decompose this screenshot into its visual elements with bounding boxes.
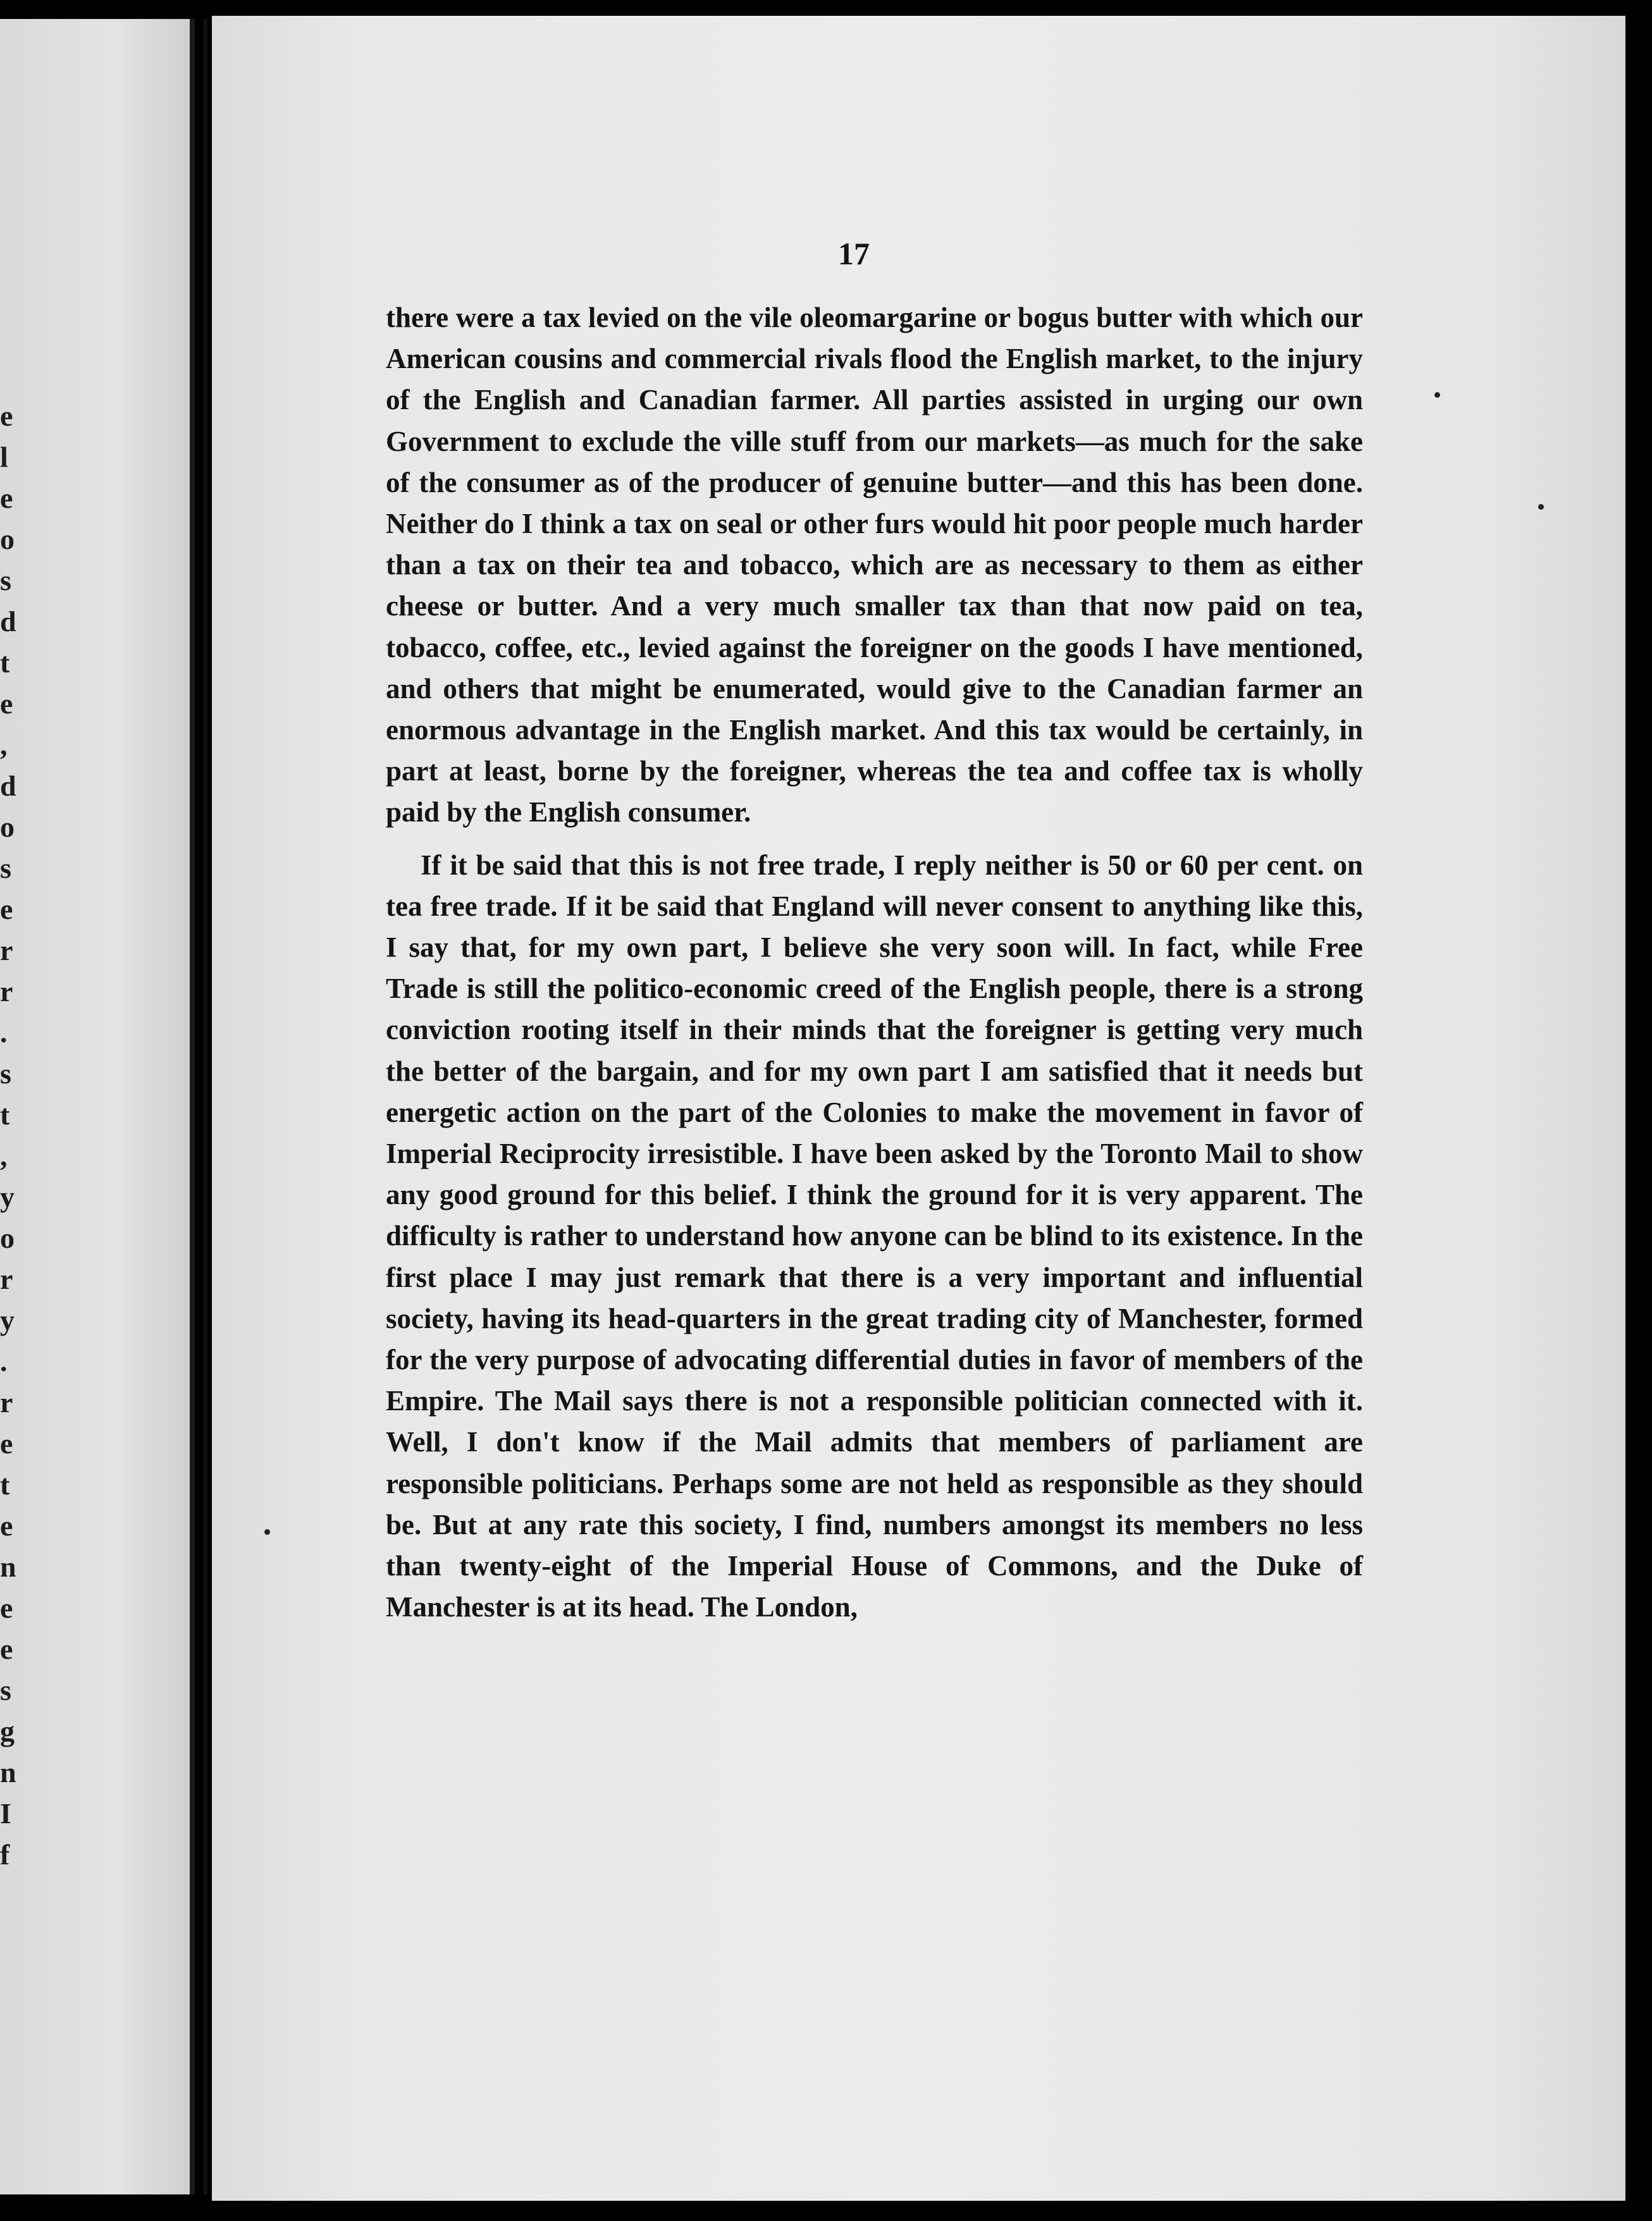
edge-char: e bbox=[0, 1510, 13, 1542]
edge-char: e bbox=[0, 687, 13, 720]
edge-char: e bbox=[0, 1633, 13, 1665]
edge-char: r bbox=[0, 975, 13, 1007]
page-body-text bbox=[386, 297, 1363, 1628]
paragraph-1: there were a tax levied on the vile oleomargarine or bogus butter with which our American cousins and commercial rivals flood the English market, to the injury of the English and Canadian farmer. All parties assisted in urging our own Government to exclude the ville stuff from our markets—as much for the sake of the consumer as of the producer of genuine butter—and this has been done. Neither do I think a tax on seal or other furs would hit poor people much harder than a tax on their tea and tobacco, which are as necessary to them as either cheese or butter. And a very much smaller tax than that now paid on tea, tobacco, coffee, etc., levied against the foreigner on the goods I have mentioned, and others that might be enumerated, would give to the Canadian farmer an enormous advantage in the English market. And this tax would be certainly, in part at least, borne by the foreigner, whereas the tea and coffee tax is wholly paid by the English consumer. bbox=[386, 302, 1363, 828]
edge-char: d bbox=[0, 770, 16, 802]
edge-char: g bbox=[0, 1715, 15, 1747]
edge-char: , bbox=[0, 1140, 8, 1172]
scan-speck bbox=[264, 1529, 270, 1535]
edge-char: s bbox=[0, 1674, 11, 1706]
edge-char: e bbox=[0, 1427, 13, 1460]
edge-char: n bbox=[0, 1551, 16, 1583]
edge-char: s bbox=[0, 1057, 11, 1090]
edge-char: o bbox=[0, 523, 15, 555]
scan-speck bbox=[1538, 504, 1544, 510]
edge-char: t bbox=[0, 646, 10, 679]
edge-char: t bbox=[0, 1098, 10, 1131]
edge-char: , bbox=[0, 729, 8, 761]
previous-page-edge-text bbox=[0, 395, 19, 1875]
scan-speck bbox=[1434, 392, 1440, 398]
edge-char: o bbox=[0, 1222, 15, 1254]
edge-char: I bbox=[0, 1797, 11, 1830]
edge-char: f bbox=[0, 1838, 10, 1871]
edge-char: e bbox=[0, 400, 13, 432]
edge-char: n bbox=[0, 1756, 16, 1788]
edge-char: l bbox=[0, 441, 8, 473]
edge-char: r bbox=[0, 1263, 13, 1295]
edge-char: r bbox=[0, 1386, 13, 1418]
edge-char: . bbox=[0, 1016, 8, 1049]
edge-char: e bbox=[0, 1592, 13, 1624]
edge-char: . bbox=[0, 1345, 8, 1377]
edge-char: e bbox=[0, 893, 13, 925]
edge-char: s bbox=[0, 564, 11, 596]
edge-char: s bbox=[0, 852, 11, 884]
page-spine bbox=[204, 19, 207, 2194]
previous-page-fragment bbox=[0, 19, 195, 2194]
edge-char: e bbox=[0, 482, 13, 514]
paragraph-2: If it be said that this is not free trade, I reply neither is 50 or 60 per cent. on tea free trade. If it be said that England will never consent to anything like this, I say that, for my own part, I believe she very soon will. In fact, while Free Trade is still the politico-economic creed of the English people, there is a strong conviction rooting itself in their minds that the foreigner is getting very much the better of the bargain, and for my own part I am satisfied that it needs but energetic action on the part of the Colonies to make the movement in favor of Imperial Reciprocity irresistible. I have been asked by the Toronto Mail to show any good ground for this belief. I think the ground for it is very apparent. The difficulty is rather to understand how anyone can be blind to its existence. In the first place I may just remark that there is a very important and influential society, having its head-quarters in the great trading city of Manchester, formed for the very purpose of advocating differential duties in favor of members of the Empire. The Mail says there is not a responsible politician connected with it. Well, I don't know if the Mail admits that members of parliament are responsible politicians. Perhaps some are not held as responsible as they should be. But at any rate this society, I find, numbers amongst its members no less than twenty-eight of the Imperial House of Commons, and the Duke of Manchester is at its head. The London, bbox=[386, 849, 1363, 1623]
edge-char: r bbox=[0, 934, 13, 966]
edge-char: t bbox=[0, 1468, 10, 1501]
edge-char: d bbox=[0, 605, 16, 637]
edge-char: y bbox=[0, 1181, 15, 1213]
page-number: 17 bbox=[838, 236, 870, 271]
edge-char: o bbox=[0, 811, 15, 843]
edge-char: y bbox=[0, 1304, 15, 1336]
